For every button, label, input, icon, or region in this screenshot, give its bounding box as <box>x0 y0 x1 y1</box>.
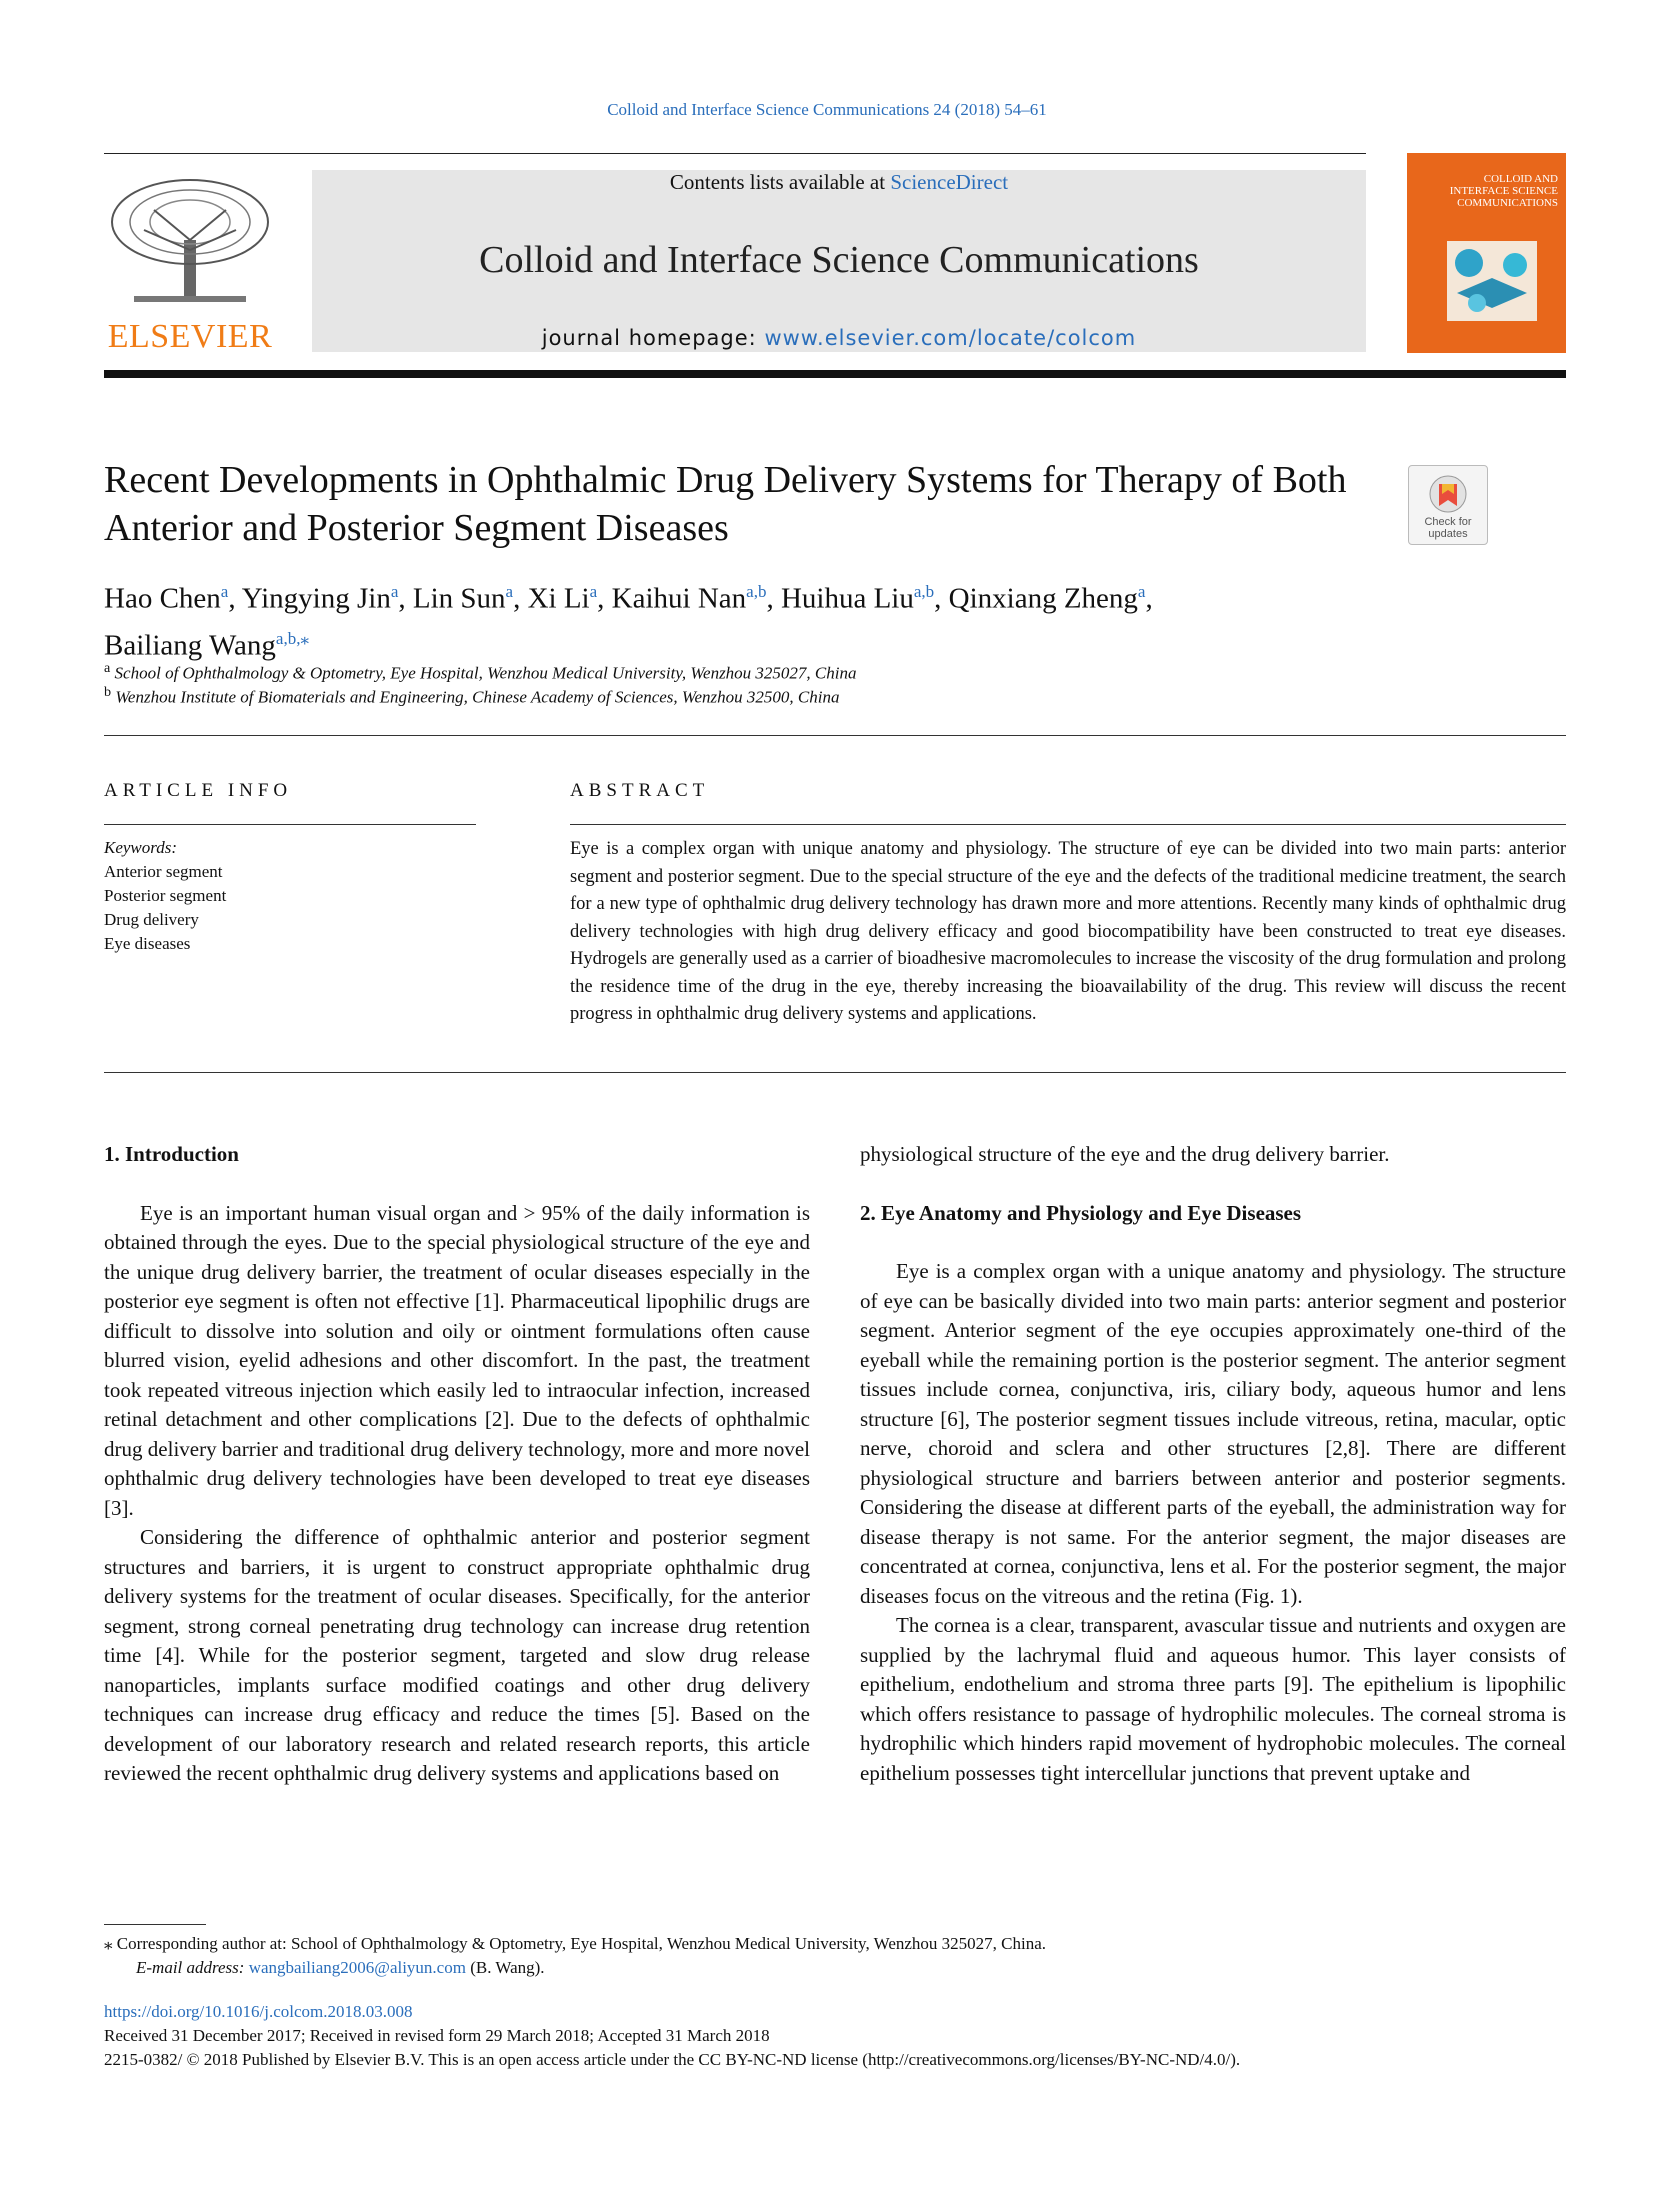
author-name[interactable]: Lin Sun <box>412 582 506 615</box>
email-link[interactable]: wangbailiang2006@aliyun.com <box>248 1958 466 1977</box>
email-suffix: (B. Wang). <box>465 1958 545 1977</box>
keyword-item: Eye diseases <box>104 934 191 953</box>
author-name[interactable]: Bailiang Wang <box>104 629 276 662</box>
keywords-label: Keywords: <box>104 838 178 857</box>
author-name[interactable]: Yingying Jin <box>241 582 391 615</box>
dates-line: Received 31 December 2017; Received in revised form 29 March 2018; Accepted 31 March 2018 <box>104 2026 770 2045</box>
email-label: E-mail address: <box>136 1958 249 1977</box>
keyword-item: Posterior segment <box>104 886 227 905</box>
keyword-item: Drug delivery <box>104 910 199 929</box>
abstract-bottom-rule <box>104 1072 1566 1073</box>
elsevier-wordmark: ELSEVIER <box>107 318 273 355</box>
homepage-line <box>312 326 1366 350</box>
homepage-prefix: journal homepage: <box>541 326 765 350</box>
abstract-heading: ABSTRACT <box>570 780 710 801</box>
affiliation-b-key: b <box>104 684 112 700</box>
cover-title: COLLOID AND INTERFACE SCIENCE COMMUNICATIONS <box>1449 173 1558 209</box>
homepage-link[interactable]: www.elsevier.com/locate/colcom <box>764 326 1137 350</box>
header-thick-rule <box>104 370 1566 378</box>
affiliation-b-text: Wenzhou Institute of Biomaterials and Engineering, Chinese Academy of Sciences, Wenzhou 32500, China <box>115 687 840 707</box>
affiliation-a <box>104 660 1404 684</box>
doi-link[interactable]: https://doi.org/10.1016/j.colcom.2018.03.008 <box>104 2002 413 2021</box>
journal-masthead <box>312 170 1366 352</box>
sciencedirect-link[interactable]: ScienceDirect <box>890 170 1009 194</box>
anatomy-paragraph-1: Eye is a complex organ with a unique anatomy and physiology. The structure of eye can be basically divided into two main parts: anterior segment and posterior segment. Anterior segment of the eye occupies approximately one-third of the eyeball while the remaining portion is the posterior segment. The anterior segment tissues include cornea, conjunctiva, iris, ciliary body, aqueous humor and lens structure [6], The posterior segment tissues include vitreous, retina, macular, optic nerve, choroid and sclera and other structures [2,8]. There are different physiological structure and barriers between anterior and posterior segments. Considering the disease at different parts of the eyeball, the administration way for disease therapy is not same. For the anterior segment, the major diseases are concentrated at cornea, conjunctiva, lens et al. For the posterior segment, the major diseases focus on the vitreous and the retina (Fig. 1). <box>860 1259 1566 1608</box>
intro-paragraph-1: Eye is an important human visual organ and > 95% of the daily information is obtained through the eyes. Due to the special physiological structure of the eye and the unique drug delivery barrier, the treatment of ocular diseases especially in the posterior eye segment is often not effective [1]. Pharmaceutical lipophilic drugs are difficult to dissolve into solution and oily or ointment formulations often cause blurred vision, eyelid adhesions and other discomfort. In the past, the treatment took repeated vitreous injection which easily led to intraocular infection, increased retinal detachment and other complications [2]. Due to the defects of ophthalmic drug delivery barrier and traditional drug delivery technology, more and more novel ophthalmic drug delivery technologies have been developed to treat eye diseases [3]. <box>104 1200 810 1520</box>
journal-title: Colloid and Interface Science Communications <box>479 239 1199 281</box>
author-name[interactable]: Xi Li <box>527 582 590 615</box>
check-for-updates-label: Check for updates <box>1424 516 1472 540</box>
author-affiliation-marker[interactable]: a,b <box>746 582 767 601</box>
affiliation-a-text: School of Ophthalmology & Optometry, Eye Hospital, Wenzhou Medical University, Wenzhou 325027, China <box>114 663 857 683</box>
affiliation-b <box>104 684 1404 708</box>
author-name[interactable]: Qinxiang Zheng <box>948 582 1138 615</box>
author-affiliation-marker[interactable]: a <box>505 582 514 601</box>
author-affiliation-marker[interactable]: a <box>1137 582 1146 601</box>
cover-graphic-icon <box>1407 153 1566 353</box>
header-rule <box>104 153 1366 154</box>
email-note <box>136 1956 1536 1980</box>
article-title: Recent Developments in Ophthalmic Drug Delivery Systems for Therapy of Both Anterior and Posterior Segment Diseases <box>104 459 1347 549</box>
license-line: 2215-0382/ © 2018 Published by Elsevier B.V. This is an open access article under the CC BY-NC-ND license (http://creativecommons.org/licenses/BY-NC-ND/4.0/). <box>104 2050 1241 2069</box>
article-info-rule <box>104 824 476 825</box>
author-name[interactable]: Kaihui Nan <box>611 582 747 615</box>
author-list: Hao Chen$^a$, Yingying Jin$^a$, Lin Sun$^a$, Xi Li$^a$, Kaihui Nan$^{a,b}$, Huihua Liu$^{a,b}$, Qinxiang Zheng$^a$, Bailiang Wang$^{a,b,⁎}$ <box>104 582 1153 662</box>
section-2-heading: 2. Eye Anatomy and Physiology and Eye Diseases <box>860 1200 1302 1225</box>
affiliation-rule <box>104 735 1566 736</box>
author-affiliation-marker[interactable]: a <box>220 582 229 601</box>
article-info-heading: ARTICLE INFO <box>104 780 293 801</box>
abstract-text: Eye is a complex organ with unique anatomy and physiology. The structure of eye can be divided into two main parts: anterior segment and posterior segment. Due to the special structure of the eye and the defects of the traditional medicine treatment, the search for a new type of ophthalmic drug delivery technology has drawn more and more attentions. Recently many kinds of ophthalmic drug delivery technologies with high drug delivery efficacy and good biocompatibility have been constructed to treat eye diseases. Hydrogels are generally used as a carrier of bioadhesive macromolecules to increase the viscosity of the drug formulation and prolong the residence time of the drug in the eye, thereby increasing the bioavailability of the drug. This review will discuss the recent progress in ophthalmic drug delivery systems and applications. <box>570 839 1566 1024</box>
tree-icon <box>104 170 276 310</box>
footnote-rule <box>104 1924 206 1925</box>
contents-line <box>312 170 1366 195</box>
bookmark-icon <box>1409 470 1487 520</box>
author-affiliation-marker[interactable]: a,b,⁎ <box>275 628 309 648</box>
affiliation-a-key: a <box>104 660 111 676</box>
corresponding-author-note: ⁎ Corresponding author at: School of Ophthalmology & Optometry, Eye Hospital, Wenzhou Medical University, Wenzhou 325027, China. <box>104 1934 1047 1953</box>
intro-paragraph-2: Considering the difference of ophthalmic anterior and posterior segment structures and barriers, it is urgent to construct appropriate ophthalmic drug delivery systems for the treatment of ocular diseases. Specifically, for the anterior segment, strong corneal penetrating drug technology can increase drug retention time [4]. While for the posterior segment, targeted and slow drug release nanoparticles, implants surface modified coatings and other drug delivery techniques can increase drug efficacy and reduce the times [5]. Based on the development of our laboratory research and related research reports, this article reviewed the recent ophthalmic drug delivery systems and applications based on <box>104 1525 810 1785</box>
keyword-item: Anterior segment <box>104 862 223 881</box>
left-column <box>104 1140 810 1789</box>
contents-prefix: Contents lists available at <box>669 170 891 194</box>
check-for-updates-button[interactable] <box>1408 465 1488 545</box>
journal-reference[interactable]: Colloid and Interface Science Communications 24 (2018) 54–61 <box>607 100 1047 119</box>
author-affiliation-marker[interactable]: a <box>589 582 598 601</box>
journal-cover[interactable] <box>1407 153 1566 353</box>
section-1-heading: 1. Introduction <box>104 1142 239 1166</box>
right-column <box>860 1140 1566 1788</box>
author-affiliation-marker[interactable]: a,b <box>913 582 935 601</box>
author-name[interactable]: Hao Chen <box>104 582 221 615</box>
abstract-rule <box>570 824 1566 825</box>
column-continuation: physiological structure of the eye and the drug delivery barrier. <box>860 1142 1390 1166</box>
anatomy-paragraph-2: The cornea is a clear, transparent, avascular tissue and nutrients and oxygen are supplied by the lachrymal fluid and aqueous humor. This layer consists of epithelium, endothelium and stroma three parts [9]. The epithelium is lipophilic which offers resistance to passage of hydrophilic molecules. The corneal stroma is hydrophilic which hinders rapid movement of hydrophobic molecules. The corneal epithelium possesses tight intercellular junctions that prevent uptake and <box>860 1613 1566 1785</box>
author-name[interactable]: Huihua Liu <box>780 582 914 615</box>
author-affiliation-marker[interactable]: a <box>390 582 399 601</box>
